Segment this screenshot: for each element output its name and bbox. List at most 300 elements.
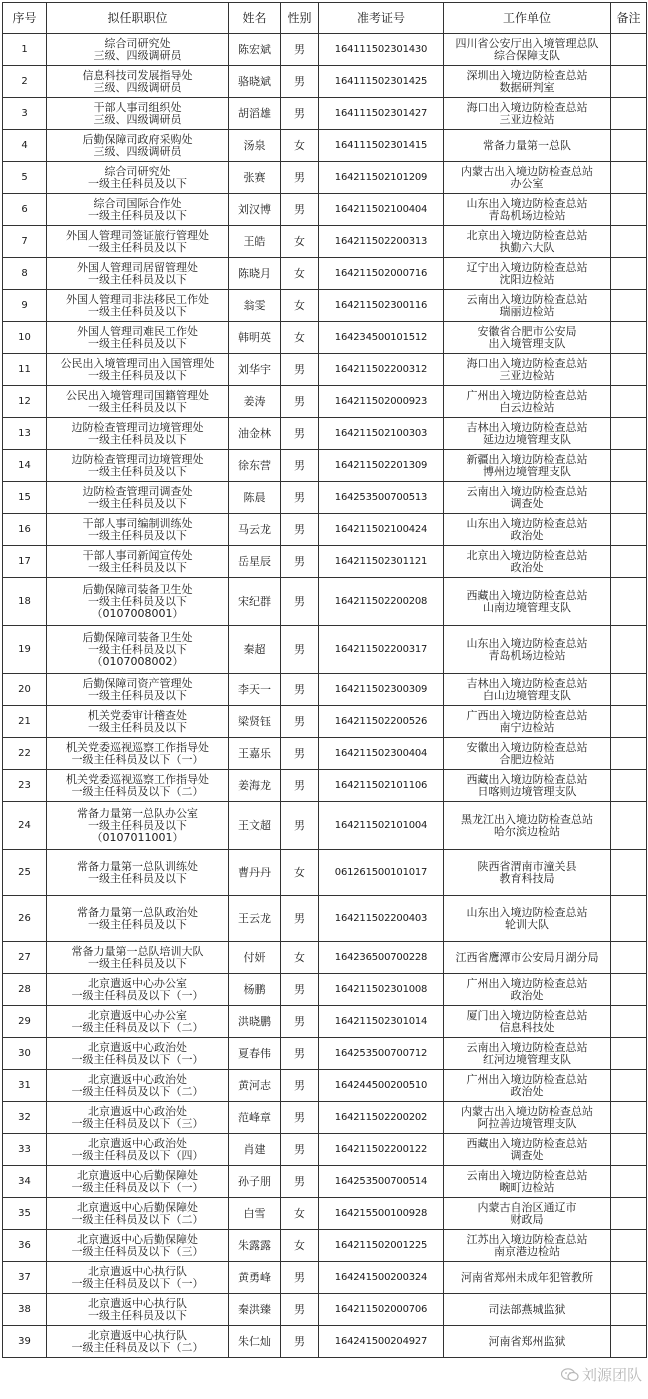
table-row [3, 850, 647, 896]
cell-unit: 西藏出入境边防检查总站 山南边境管理支队 [444, 578, 611, 626]
cell-name: 刘华宇 [229, 354, 281, 386]
header-gender: 性别 [281, 3, 319, 34]
cell-exam-id: 164211502301121 [319, 546, 444, 578]
cell-position: 机关党委巡视巡察工作指导处 一级主任科员及以下（一） [47, 738, 229, 770]
cell-unit: 黑龙江出入境边防检查总站 哈尔滨边检站 [444, 802, 611, 850]
cell-gender: 男 [281, 738, 319, 770]
table-row [3, 34, 647, 66]
cell-exam-id: 164211502101004 [319, 802, 444, 850]
cell-seq: 8 [3, 258, 47, 290]
cell-remark [611, 66, 647, 98]
cell-gender: 男 [281, 896, 319, 942]
cell-exam-id: 164211502001225 [319, 1230, 444, 1262]
cell-seq: 20 [3, 674, 47, 706]
table-row [3, 974, 647, 1006]
cell-position: 综合司研究处 三级、四级调研员 [47, 34, 229, 66]
cell-seq: 29 [3, 1006, 47, 1038]
cell-unit: 山东出入境边防检查总站 青岛机场边检站 [444, 194, 611, 226]
cell-seq: 5 [3, 162, 47, 194]
cell-seq: 28 [3, 974, 47, 1006]
cell-remark [611, 322, 647, 354]
cell-remark [611, 706, 647, 738]
cell-seq: 34 [3, 1166, 47, 1198]
cell-exam-id: 164211502101209 [319, 162, 444, 194]
cell-position: 边防检查管理司边境管理处 一级主任科员及以下 [47, 418, 229, 450]
table-row [3, 942, 647, 974]
cell-gender: 男 [281, 1006, 319, 1038]
cell-name: 翁雯 [229, 290, 281, 322]
cell-gender: 女 [281, 850, 319, 896]
cell-gender: 男 [281, 546, 319, 578]
cell-unit: 辽宁出入境边防检查总站 沈阳边检站 [444, 258, 611, 290]
cell-remark [611, 578, 647, 626]
cell-remark [611, 258, 647, 290]
cell-exam-id: 164253500700514 [319, 1166, 444, 1198]
cell-exam-id: 164211502200208 [319, 578, 444, 626]
cell-remark [611, 896, 647, 942]
table-row [3, 290, 647, 322]
cell-seq: 11 [3, 354, 47, 386]
cell-name: 孙子朋 [229, 1166, 281, 1198]
table-row [3, 546, 647, 578]
cell-gender: 女 [281, 1230, 319, 1262]
cell-exam-id: 164241500200324 [319, 1262, 444, 1294]
cell-gender: 男 [281, 802, 319, 850]
cell-gender: 男 [281, 66, 319, 98]
cell-position: 北京遣返中心执行队 一级主任科员及以下（二） [47, 1326, 229, 1358]
cell-position: 北京遣返中心后勤保障处 一级主任科员及以下（三） [47, 1230, 229, 1262]
cell-remark [611, 450, 647, 482]
cell-seq: 25 [3, 850, 47, 896]
cell-gender: 男 [281, 626, 319, 674]
cell-position: 边防检查管理司调查处 一级主任科员及以下 [47, 482, 229, 514]
cell-remark [611, 162, 647, 194]
cell-unit: 江西省鹰潭市公安局月湖分局 [444, 942, 611, 974]
cell-name: 洪晓鹏 [229, 1006, 281, 1038]
cell-seq: 12 [3, 386, 47, 418]
cell-remark [611, 1262, 647, 1294]
cell-name: 徐东营 [229, 450, 281, 482]
cell-unit: 安徽省合肥市公安局 出入境管理支队 [444, 322, 611, 354]
cell-seq: 26 [3, 896, 47, 942]
cell-position: 北京遣返中心后勤保障处 一级主任科员及以下（二） [47, 1198, 229, 1230]
cell-exam-id: 164211502100404 [319, 194, 444, 226]
cell-position: 北京遣返中心政治处 一级主任科员及以下（四） [47, 1134, 229, 1166]
table-row [3, 66, 647, 98]
cell-gender: 女 [281, 226, 319, 258]
table-row [3, 98, 647, 130]
cell-seq: 4 [3, 130, 47, 162]
cell-exam-id: 061261500101017 [319, 850, 444, 896]
cell-position: 边防检查管理司边境管理处 一级主任科员及以下 [47, 450, 229, 482]
cell-position: 北京遣返中心执行队 一级主任科员及以下（一） [47, 1262, 229, 1294]
cell-seq: 27 [3, 942, 47, 974]
cell-name: 肖建 [229, 1134, 281, 1166]
cell-position: 后勤保障司政府采购处 三级、四级调研员 [47, 130, 229, 162]
cell-position: 公民出入境管理司国籍管理处 一级主任科员及以下 [47, 386, 229, 418]
cell-unit: 内蒙古自治区通辽市 财政局 [444, 1198, 611, 1230]
cell-remark [611, 1230, 647, 1262]
cell-gender: 女 [281, 942, 319, 974]
cell-name: 宋纪群 [229, 578, 281, 626]
cell-remark [611, 482, 647, 514]
cell-name: 韩明英 [229, 322, 281, 354]
cell-seq: 36 [3, 1230, 47, 1262]
cell-seq: 13 [3, 418, 47, 450]
cell-gender: 男 [281, 34, 319, 66]
cell-seq: 31 [3, 1070, 47, 1102]
cell-gender: 男 [281, 354, 319, 386]
cell-remark [611, 850, 647, 896]
cell-unit: 广州出入境边防检查总站 白云边检站 [444, 386, 611, 418]
cell-remark [611, 418, 647, 450]
table-row [3, 226, 647, 258]
cell-position: 外国人管理司非法移民工作处 一级主任科员及以下 [47, 290, 229, 322]
cell-exam-id: 164211502300116 [319, 290, 444, 322]
cell-name: 秦超 [229, 626, 281, 674]
cell-exam-id: 164253500700712 [319, 1038, 444, 1070]
cell-name: 秦洪臻 [229, 1294, 281, 1326]
cell-name: 汤泉 [229, 130, 281, 162]
cell-gender: 男 [281, 386, 319, 418]
cell-position: 机关党委审计稽查处 一级主任科员及以下 [47, 706, 229, 738]
header-unit: 工作单位 [444, 3, 611, 34]
cell-seq: 3 [3, 98, 47, 130]
cell-position: 北京遣返中心政治处 一级主任科员及以下（一） [47, 1038, 229, 1070]
cell-position: 北京遣返中心政治处 一级主任科员及以下（三） [47, 1102, 229, 1134]
cell-position: 常备力量第一总队办公室 一级主任科员及以下 （0107011001） [47, 802, 229, 850]
cell-unit: 云南出入境边防检查总站 畹町边检站 [444, 1166, 611, 1198]
cell-unit: 广州出入境边防检查总站 政治处 [444, 1070, 611, 1102]
cell-name: 岳星辰 [229, 546, 281, 578]
header-position: 拟任职职位 [47, 3, 229, 34]
cell-seq: 19 [3, 626, 47, 674]
cell-exam-id: 164211502101106 [319, 770, 444, 802]
header-seq: 序号 [3, 3, 47, 34]
cell-seq: 17 [3, 546, 47, 578]
cell-position: 干部人事司组织处 三级、四级调研员 [47, 98, 229, 130]
table-row [3, 706, 647, 738]
cell-position: 机关党委巡视巡察工作指导处 一级主任科员及以下（二） [47, 770, 229, 802]
watermark [561, 1364, 642, 1385]
cell-name: 范峰章 [229, 1102, 281, 1134]
table-row [3, 1134, 647, 1166]
cell-exam-id: 164244500200510 [319, 1070, 444, 1102]
cell-exam-id: 164211502200122 [319, 1134, 444, 1166]
cell-exam-id: 164234500101512 [319, 322, 444, 354]
table-row [3, 258, 647, 290]
cell-remark [611, 674, 647, 706]
cell-remark [611, 226, 647, 258]
cell-gender: 男 [281, 974, 319, 1006]
cell-unit: 司法部燕城监狱 [444, 1294, 611, 1326]
cell-remark [611, 130, 647, 162]
cell-seq: 33 [3, 1134, 47, 1166]
cell-exam-id: 164111502301427 [319, 98, 444, 130]
table-body [3, 34, 647, 1358]
cell-unit: 西藏出入境边防检查总站 日喀则边境管理支队 [444, 770, 611, 802]
table-row [3, 1038, 647, 1070]
cell-exam-id: 164211502200317 [319, 626, 444, 674]
table-row [3, 1262, 647, 1294]
cell-unit: 云南出入境边防检查总站 瑞丽边检站 [444, 290, 611, 322]
cell-seq: 21 [3, 706, 47, 738]
table-row [3, 1294, 647, 1326]
cell-seq: 15 [3, 482, 47, 514]
cell-remark [611, 626, 647, 674]
table-row [3, 322, 647, 354]
cell-gender: 男 [281, 514, 319, 546]
watermark-text: 刘源团队 [581, 1366, 642, 1384]
cell-remark [611, 942, 647, 974]
cell-unit: 广西出入境边防检查总站 南宁边检站 [444, 706, 611, 738]
cell-seq: 37 [3, 1262, 47, 1294]
cell-name: 陈晨 [229, 482, 281, 514]
cell-unit: 常备力量第一总队 [444, 130, 611, 162]
table-row [3, 626, 647, 674]
cell-name: 张赛 [229, 162, 281, 194]
cell-remark [611, 738, 647, 770]
cell-exam-id: 164211502300309 [319, 674, 444, 706]
cell-exam-id: 164211502100424 [319, 514, 444, 546]
cell-position: 后勤保障司资产管理处 一级主任科员及以下 [47, 674, 229, 706]
cell-remark [611, 1102, 647, 1134]
cell-position: 北京遣返中心政治处 一级主任科员及以下（二） [47, 1070, 229, 1102]
cell-exam-id: 164111502301425 [319, 66, 444, 98]
cell-unit: 山东出入境边防检查总站 青岛机场边检站 [444, 626, 611, 674]
cell-unit: 内蒙古出入境边防检查总站 阿拉善边境管理支队 [444, 1102, 611, 1134]
cell-exam-id: 164211502000706 [319, 1294, 444, 1326]
cell-gender: 男 [281, 578, 319, 626]
cell-position: 常备力量第一总队政治处 一级主任科员及以下 [47, 896, 229, 942]
cell-exam-id: 164241500204927 [319, 1326, 444, 1358]
cell-remark [611, 1166, 647, 1198]
cell-seq: 18 [3, 578, 47, 626]
table-row [3, 1166, 647, 1198]
table-row [3, 802, 647, 850]
cell-name: 梁贤钰 [229, 706, 281, 738]
table-row [3, 418, 647, 450]
cell-exam-id: 164211502200312 [319, 354, 444, 386]
table-row [3, 1198, 647, 1230]
table-row [3, 770, 647, 802]
cell-remark [611, 1070, 647, 1102]
cell-position: 干部人事司新闻宣传处 一级主任科员及以下 [47, 546, 229, 578]
candidate-table [2, 2, 647, 1358]
cell-position: 综合司国际合作处 一级主任科员及以下 [47, 194, 229, 226]
cell-gender: 女 [281, 130, 319, 162]
cell-exam-id: 164253500700513 [319, 482, 444, 514]
cell-exam-id: 164211502200403 [319, 896, 444, 942]
cell-gender: 男 [281, 162, 319, 194]
cell-name: 油金林 [229, 418, 281, 450]
cell-name: 付妍 [229, 942, 281, 974]
cell-unit: 内蒙古出入境边防检查总站 办公室 [444, 162, 611, 194]
cell-remark [611, 514, 647, 546]
table-row [3, 1326, 647, 1358]
cell-unit: 北京出入境边防检查总站 执勤六大队 [444, 226, 611, 258]
cell-gender: 男 [281, 482, 319, 514]
cell-position: 北京遣返中心办公室 一级主任科员及以下（一） [47, 974, 229, 1006]
cell-seq: 7 [3, 226, 47, 258]
cell-name: 胡滔雄 [229, 98, 281, 130]
cell-name: 王文超 [229, 802, 281, 850]
cell-remark [611, 1006, 647, 1038]
cell-seq: 38 [3, 1294, 47, 1326]
cell-position: 信息科技司发展指导处 三级、四级调研员 [47, 66, 229, 98]
cell-exam-id: 164211502301008 [319, 974, 444, 1006]
cell-unit: 吉林出入境边防检查总站 白山边境管理支队 [444, 674, 611, 706]
cell-name: 王皓 [229, 226, 281, 258]
header-remark: 备注 [611, 3, 647, 34]
cell-unit: 山东出入境边防检查总站 政治处 [444, 514, 611, 546]
cell-remark [611, 546, 647, 578]
cell-exam-id: 164111502301430 [319, 34, 444, 66]
header-row [3, 3, 647, 34]
table-row [3, 1230, 647, 1262]
table-row [3, 738, 647, 770]
cell-seq: 32 [3, 1102, 47, 1134]
cell-seq: 14 [3, 450, 47, 482]
cell-position: 综合司研究处 一级主任科员及以下 [47, 162, 229, 194]
cell-unit: 吉林出入境边防检查总站 延边边境管理支队 [444, 418, 611, 450]
cell-seq: 24 [3, 802, 47, 850]
cell-seq: 39 [3, 1326, 47, 1358]
cell-name: 夏春伟 [229, 1038, 281, 1070]
cell-exam-id: 164211502200313 [319, 226, 444, 258]
cell-gender: 男 [281, 1134, 319, 1166]
cell-remark [611, 354, 647, 386]
cell-gender: 男 [281, 770, 319, 802]
cell-exam-id: 164211502200202 [319, 1102, 444, 1134]
cell-seq: 23 [3, 770, 47, 802]
cell-name: 朱仁灿 [229, 1326, 281, 1358]
cell-unit: 四川省公安厅出入境管理总队 综合保障支队 [444, 34, 611, 66]
cell-exam-id: 164211502200526 [319, 706, 444, 738]
cell-seq: 30 [3, 1038, 47, 1070]
cell-gender: 男 [281, 706, 319, 738]
cell-seq: 6 [3, 194, 47, 226]
cell-name: 骆晓斌 [229, 66, 281, 98]
cell-gender: 男 [281, 1326, 319, 1358]
cell-unit: 江苏出入境边防检查总站 南京港边检站 [444, 1230, 611, 1262]
table-row [3, 354, 647, 386]
header-exam-id: 准考证号 [319, 3, 444, 34]
cell-gender: 女 [281, 1198, 319, 1230]
cell-name: 刘汉博 [229, 194, 281, 226]
cell-unit: 河南省郑州监狱 [444, 1326, 611, 1358]
table-row [3, 386, 647, 418]
cell-position: 外国人管理司难民工作处 一级主任科员及以下 [47, 322, 229, 354]
cell-position: 外国人管理司居留管理处 一级主任科员及以下 [47, 258, 229, 290]
cell-remark [611, 290, 647, 322]
cell-remark [611, 1198, 647, 1230]
cell-name: 陈宏斌 [229, 34, 281, 66]
cell-unit: 广州出入境边防检查总站 政治处 [444, 974, 611, 1006]
cell-position: 后勤保障司装备卫生处 一级主任科员及以下 （0107008002） [47, 626, 229, 674]
cell-position: 常备力量第一总队培训大队 一级主任科员及以下 [47, 942, 229, 974]
cell-remark [611, 802, 647, 850]
table-row [3, 1006, 647, 1038]
cell-gender: 男 [281, 1262, 319, 1294]
cell-gender: 男 [281, 1038, 319, 1070]
cell-exam-id: 164215500100928 [319, 1198, 444, 1230]
cell-position: 北京遣返中心办公室 一级主任科员及以下（二） [47, 1006, 229, 1038]
cell-gender: 男 [281, 418, 319, 450]
cell-unit: 厦门出入境边防检查总站 信息科技处 [444, 1006, 611, 1038]
cell-name: 黄勇峰 [229, 1262, 281, 1294]
cell-name: 朱露露 [229, 1230, 281, 1262]
cell-unit: 西藏出入境边防检查总站 调查处 [444, 1134, 611, 1166]
cell-exam-id: 164211502100303 [319, 418, 444, 450]
cell-position: 后勤保障司装备卫生处 一级主任科员及以下 （0107008001） [47, 578, 229, 626]
cell-name: 黄河志 [229, 1070, 281, 1102]
cell-unit: 云南出入境边防检查总站 调查处 [444, 482, 611, 514]
wechat-icon [561, 1368, 579, 1382]
cell-position: 北京遣返中心执行队 一级主任科员及以下 [47, 1294, 229, 1326]
cell-exam-id: 164211502301014 [319, 1006, 444, 1038]
cell-gender: 男 [281, 1102, 319, 1134]
cell-remark [611, 1326, 647, 1358]
cell-name: 陈晓月 [229, 258, 281, 290]
cell-unit: 安徽出入境边防检查总站 合肥边检站 [444, 738, 611, 770]
cell-name: 白雪 [229, 1198, 281, 1230]
cell-unit: 海口出入境边防检查总站 三亚边检站 [444, 98, 611, 130]
cell-gender: 男 [281, 450, 319, 482]
cell-position: 常备力量第一总队训练处 一级主任科员及以下 [47, 850, 229, 896]
cell-exam-id: 164111502301415 [319, 130, 444, 162]
cell-unit: 陕西省渭南市潼关县 教育科技局 [444, 850, 611, 896]
table-row [3, 1070, 647, 1102]
cell-gender: 女 [281, 290, 319, 322]
cell-gender: 男 [281, 194, 319, 226]
cell-seq: 16 [3, 514, 47, 546]
cell-seq: 9 [3, 290, 47, 322]
cell-position: 干部人事司编制训练处 一级主任科员及以下 [47, 514, 229, 546]
cell-unit: 海口出入境边防检查总站 三亚边检站 [444, 354, 611, 386]
cell-name: 王嘉乐 [229, 738, 281, 770]
cell-name: 杨鹏 [229, 974, 281, 1006]
cell-unit: 云南出入境边防检查总站 红河边境管理支队 [444, 1038, 611, 1070]
cell-name: 李天一 [229, 674, 281, 706]
cell-exam-id: 164236500700228 [319, 942, 444, 974]
cell-name: 曹丹丹 [229, 850, 281, 896]
cell-unit: 新疆出入境边防检查总站 博州边境管理支队 [444, 450, 611, 482]
cell-remark [611, 34, 647, 66]
cell-remark [611, 194, 647, 226]
cell-name: 姜涛 [229, 386, 281, 418]
table-row [3, 130, 647, 162]
cell-seq: 10 [3, 322, 47, 354]
cell-remark [611, 1134, 647, 1166]
cell-name: 王云龙 [229, 896, 281, 942]
table-row [3, 482, 647, 514]
cell-unit: 山东出入境边防检查总站 轮训大队 [444, 896, 611, 942]
cell-name: 姜海龙 [229, 770, 281, 802]
cell-unit: 深圳出入境边防检查总站 数据研判室 [444, 66, 611, 98]
cell-remark [611, 1038, 647, 1070]
table-row [3, 1102, 647, 1134]
cell-position: 外国人管理司签证旅行管理处 一级主任科员及以下 [47, 226, 229, 258]
cell-seq: 1 [3, 34, 47, 66]
cell-unit: 北京出入境边防检查总站 政治处 [444, 546, 611, 578]
cell-remark [611, 770, 647, 802]
table-row [3, 514, 647, 546]
cell-seq: 35 [3, 1198, 47, 1230]
cell-gender: 女 [281, 258, 319, 290]
cell-exam-id: 164211502000923 [319, 386, 444, 418]
cell-gender: 男 [281, 1070, 319, 1102]
